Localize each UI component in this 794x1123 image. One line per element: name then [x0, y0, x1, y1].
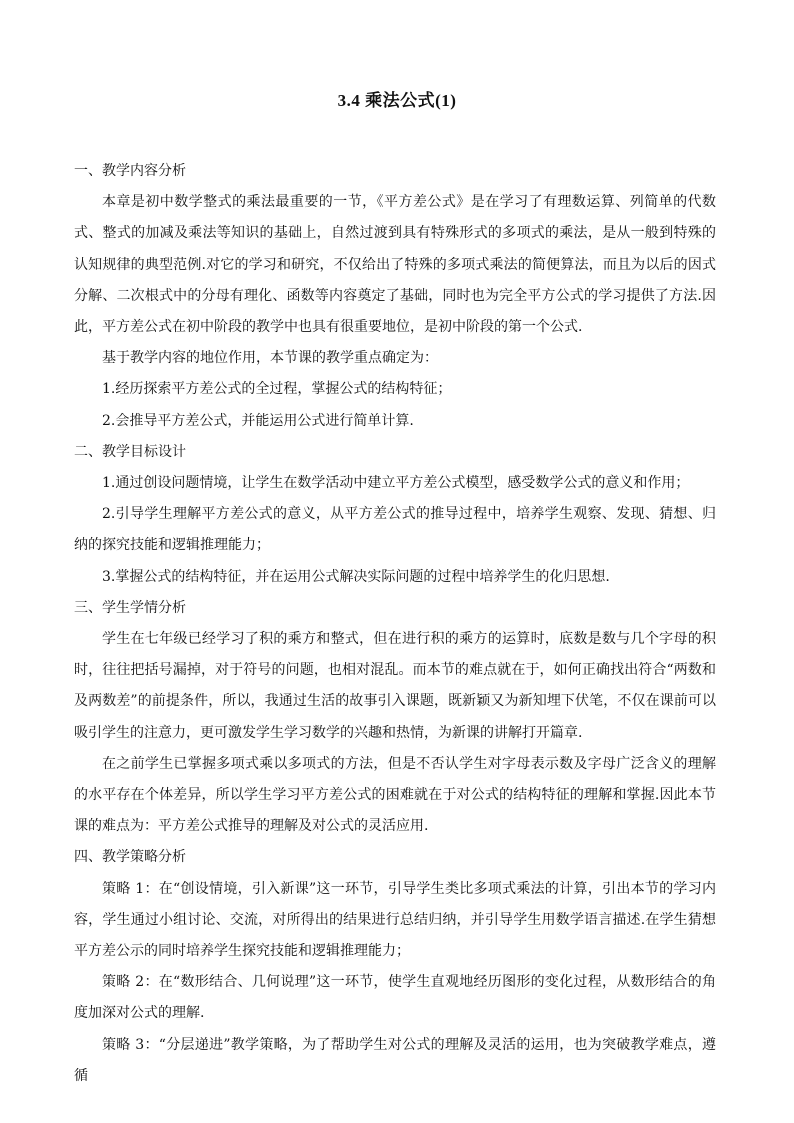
section-1-paragraph-1: 本章是初中数学整式的乘法最重要的一节，《平方差公式》是在学习了有理数运算、列简单的代数式、整式的加减及乘法等知识的基础上，自然过渡到具有特殊形式的多项式的乘法，是从一般到特殊的认知规律的典型范例.对它的学习和研究，不仅给出了特殊的多项式乘法的简便算法，而且为以后的因式分解、二次根式中的分母有理化、函数等内容奠定了基础，同时也为完全平方公式的学习提供了方法.因此，平方差公式在初中阶段的教学中也具有很重要地位，是初中阶段的第一个公式. — [74, 194, 716, 336]
section-3-paragraph-2: 在之前学生已掌握多项式乘以多项式的方法，但是不否认学生对字母表示数及字母广泛含义的理解的水平存在个体差异，所以学生学习平方差公式的困难就在于对公式的结构特征的理解和掌握.因此本节课的难点为：平方差公式推导的理解及对公式的灵活应用. — [74, 755, 716, 835]
document-body — [74, 156, 716, 1092]
section-1-list-item-1: 1.经历探索平方差公式的全过程，掌握公式的结构特征； — [102, 381, 452, 398]
section-2-list-item-3: 3.掌握公式的结构特征，并在运用公式解决实际问题的过程中培养学生的化归思想. — [102, 568, 610, 585]
section-heading-1: 一、教学内容分析 — [74, 163, 186, 179]
section-4-strategy-2: 策略 2：在“数形结合、几何说理”这一环节，使学生直观地经历图形的变化过程，从数形结合的角度加深对公式的理解. — [74, 974, 716, 1022]
section-heading-2: 二、教学目标设计 — [74, 443, 186, 460]
section-2-list-item-1: 1.通过创设问题情境，让学生在数学活动中建立平方差公式模型，感受数学公式的意义和作用； — [102, 475, 690, 492]
section-1-list-item-2: 2.会推导平方差公式，并能运用公式进行简单计算. — [102, 412, 414, 429]
section-4-strategy-1: 策略 1：在“创设情境，引入新课”这一环节，引导学生类比多项式乘法的计算，引出本节的学习内容，学生通过小组讨论、交流，对所得出的结果进行总结归纳，并引导学生用数学语言描述.在学生猜想平方差公示的同时培养学生探究技能和逻辑推理能力； — [74, 880, 716, 960]
section-2-list-item-2: 2.引导学生理解平方差公式的意义，从平方差公式的推导过程中，培养学生观察、发现、猜想、归纳的探究技能和逻辑推理能力； — [74, 506, 716, 554]
section-3-paragraph-1: 学生在七年级已经学习了积的乘方和整式，但在进行积的乘方的运算时，底数是数与几个字母的积时，往往把括号漏掉，对于符号的问题，也相对混乱。而本节的难点就在于，如何正确找出符合“两数和及两数差”的前提条件，所以，我通过生活的故事引入课题，既新颖又为新知埋下伏笔，不仅在课前可以吸引学生的注意力，更可激发学生学习数学的兴趣和热情，为新课的讲解打开篇章. — [74, 631, 716, 741]
section-heading-3: 三、学生学情分析 — [74, 599, 186, 616]
section-4-strategy-3: 策略 3：“分层递进”教学策略，为了帮助学生对公式的理解及灵活的运用，也为突破教学难点，遵循 — [74, 1036, 716, 1084]
section-heading-4: 四、教学策略分析 — [74, 849, 186, 866]
page-title: 3.4 乘法公式(1) — [337, 91, 457, 110]
section-1-paragraph-2: 基于教学内容的地位作用，本节课的教学重点确定为： — [102, 350, 438, 367]
